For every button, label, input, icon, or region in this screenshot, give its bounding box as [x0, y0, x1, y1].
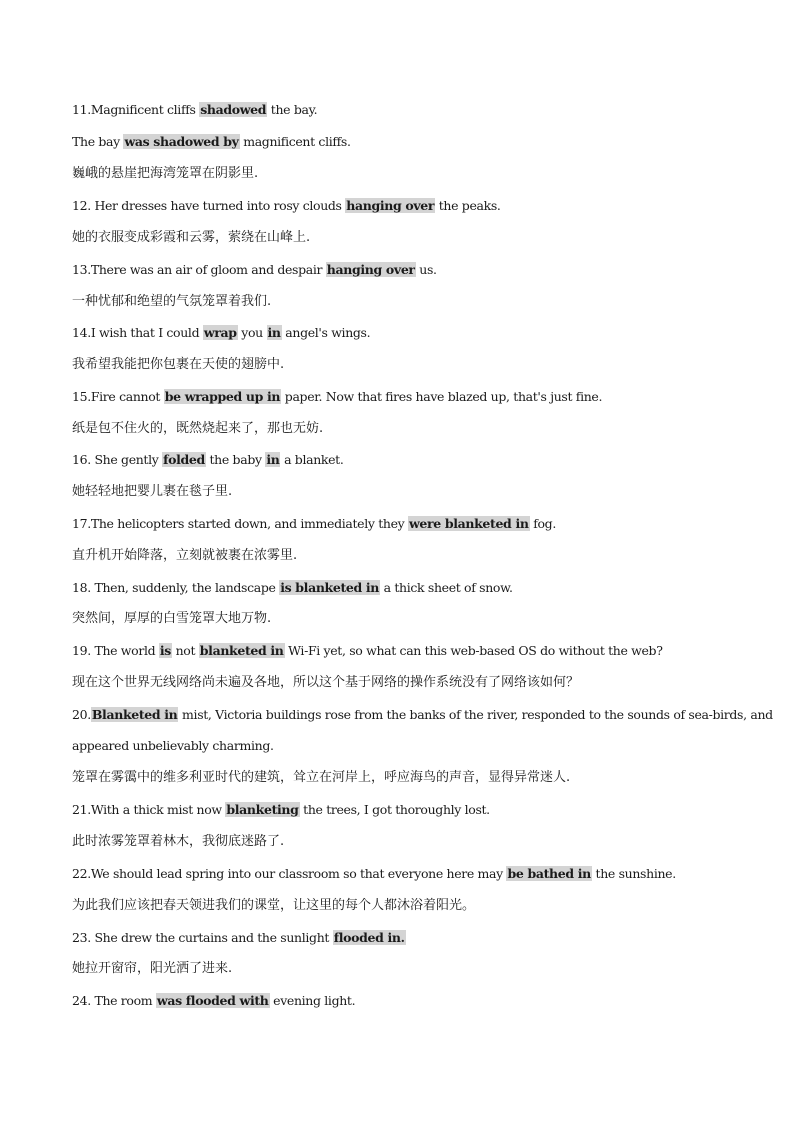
highlighted-phrase: was shadowed by: [124, 134, 239, 149]
english-sentence-line: [72, 707, 773, 723]
highlighted-phrase: wrap: [203, 325, 237, 340]
sentence-text: 为此我们应该把春天领进我们的课堂，让这里的每个人都沐浴着阳光。: [72, 898, 476, 913]
sentence-text: 直升机开始降落，立刻就被裹在浓雾里.: [72, 548, 298, 563]
sentence-text: The bay: [72, 134, 124, 149]
english-sentence-line: [72, 738, 732, 754]
sentence-text: the bay.: [267, 102, 318, 117]
highlighted-phrase: Blanketed in: [91, 707, 178, 722]
english-sentence-line: [72, 930, 732, 946]
sentence-text: mist, Victoria buildings rose from the banks of the river, responded to the sounds of sea-birds, and: [178, 707, 773, 722]
sentence-text: 纸是包不住火的，既然烧起来了，那也无妨.: [72, 421, 324, 436]
sentence-text: fog.: [529, 516, 556, 531]
sentence-text: 巍峨的悬崖把海湾笼罩在阴影里.: [72, 166, 259, 181]
sentence-text: 一种忧郁和绝望的气氛笼罩着我们.: [72, 294, 272, 309]
highlighted-phrase: blanketed in: [199, 643, 284, 658]
sentence-text: 14.I wish that I could: [72, 325, 203, 340]
highlighted-phrase: were blanketed in: [408, 516, 529, 531]
sentence-text: 突然间，厚厚的白雪笼罩大地万物.: [72, 611, 272, 626]
chinese-translation-line: [72, 484, 732, 500]
highlighted-phrase: shadowed: [200, 102, 267, 117]
chinese-translation-line: [72, 357, 732, 373]
chinese-translation-line: [72, 675, 732, 691]
english-sentence-line: [72, 643, 732, 659]
highlighted-phrase: flooded in.: [333, 930, 405, 945]
english-sentence-line: [72, 198, 732, 214]
sentence-text: 笼罩在雾霭中的维多利亚时代的建筑，耸立在河岸上，呼应海鸟的声音，显得异常迷人.: [72, 770, 571, 785]
sentence-text: evening light.: [269, 993, 356, 1008]
sentence-text: 17.The helicopters started down, and immediately they: [72, 516, 408, 531]
sentence-text: us.: [415, 262, 437, 277]
english-sentence-line: [72, 802, 732, 818]
highlighted-phrase: hanging over: [326, 262, 415, 277]
english-sentence-line: [72, 580, 732, 596]
highlighted-phrase: be bathed in: [507, 866, 591, 881]
sentence-text: 13.There was an air of gloom and despair: [72, 262, 326, 277]
highlighted-phrase: folded: [163, 452, 205, 467]
sentence-text: magnificent cliffs.: [239, 134, 351, 149]
chinese-translation-line: [72, 421, 732, 437]
chinese-translation-line: [72, 548, 732, 564]
english-sentence-line: [72, 993, 732, 1009]
chinese-translation-line: [72, 294, 732, 310]
sentence-text: a blanket.: [280, 452, 344, 467]
sentence-text: 18. Then, suddenly, the landscape: [72, 580, 280, 595]
english-sentence-line: [72, 452, 732, 468]
sentence-text: angel's wings.: [281, 325, 371, 340]
english-sentence-line: [72, 389, 732, 405]
sentence-text: the trees, I got thoroughly lost.: [299, 802, 490, 817]
sentence-text: 11.Magnificent cliffs: [72, 102, 200, 117]
chinese-translation-line: [72, 611, 732, 627]
chinese-translation-line: [72, 166, 732, 182]
chinese-translation-line: [72, 770, 732, 786]
english-sentence-line: [72, 325, 732, 341]
chinese-translation-line: [72, 898, 732, 914]
sentence-text: the peaks.: [435, 198, 501, 213]
sentence-text: you: [237, 325, 267, 340]
sentence-text: 16. She gently: [72, 452, 163, 467]
english-sentence-line: [72, 516, 732, 532]
highlighted-phrase: blanketing: [226, 802, 299, 817]
sentence-text: 19. The world: [72, 643, 159, 658]
highlighted-phrase: be wrapped up in: [164, 389, 281, 404]
sentence-text: appeared unbelievably charming.: [72, 738, 274, 753]
sentence-text: not: [171, 643, 199, 658]
sentence-text: 23. She drew the curtains and the sunlight: [72, 930, 333, 945]
sentence-text: 此时浓雾笼罩着林木，我彻底迷路了.: [72, 834, 285, 849]
english-sentence-line: [72, 102, 732, 118]
sentence-text: Wi-Fi yet, so what can this web-based OS do without the web?: [284, 643, 663, 658]
chinese-translation-line: [72, 834, 732, 850]
sentence-text: 我希望我能把你包裹在天使的翅膀中.: [72, 357, 285, 372]
chinese-translation-line: [72, 961, 732, 977]
english-sentence-line: [72, 134, 732, 150]
english-sentence-line: [72, 866, 732, 882]
highlighted-phrase: in: [267, 325, 281, 340]
sentence-text: the sunshine.: [591, 866, 676, 881]
sentence-text: 15.Fire cannot: [72, 389, 164, 404]
highlighted-phrase: hanging over: [346, 198, 435, 213]
sentence-text: the baby: [205, 452, 266, 467]
highlighted-phrase: is blanketed in: [280, 580, 380, 595]
chinese-translation-line: [72, 230, 732, 246]
english-sentence-line: [72, 262, 732, 278]
sentence-text: 24. The room: [72, 993, 156, 1008]
sentence-text: 22.We should lead spring into our classroom so that everyone here may: [72, 866, 507, 881]
sentence-text: paper. Now that fires have blazed up, that's just fine.: [281, 389, 603, 404]
sentence-text: 她的衣服变成彩霞和云雾，萦绕在山峰上.: [72, 230, 311, 245]
sentence-text: 她拉开窗帘，阳光洒了进来.: [72, 961, 233, 976]
sentence-text: 12. Her dresses have turned into rosy clouds: [72, 198, 346, 213]
sentence-text: 20.: [72, 707, 91, 722]
highlighted-phrase: is: [159, 643, 171, 658]
sentence-text: a thick sheet of snow.: [380, 580, 513, 595]
highlighted-phrase: was flooded with: [156, 993, 269, 1008]
sentence-text: 21.With a thick mist now: [72, 802, 226, 817]
sentence-text: 现在这个世界无线网络尚未遍及各地，所以这个基于网络的操作系统没有了网络该如何？: [72, 675, 580, 690]
highlighted-phrase: in: [266, 452, 280, 467]
sentence-text: 她轻轻地把婴儿裹在毯子里.: [72, 484, 233, 499]
